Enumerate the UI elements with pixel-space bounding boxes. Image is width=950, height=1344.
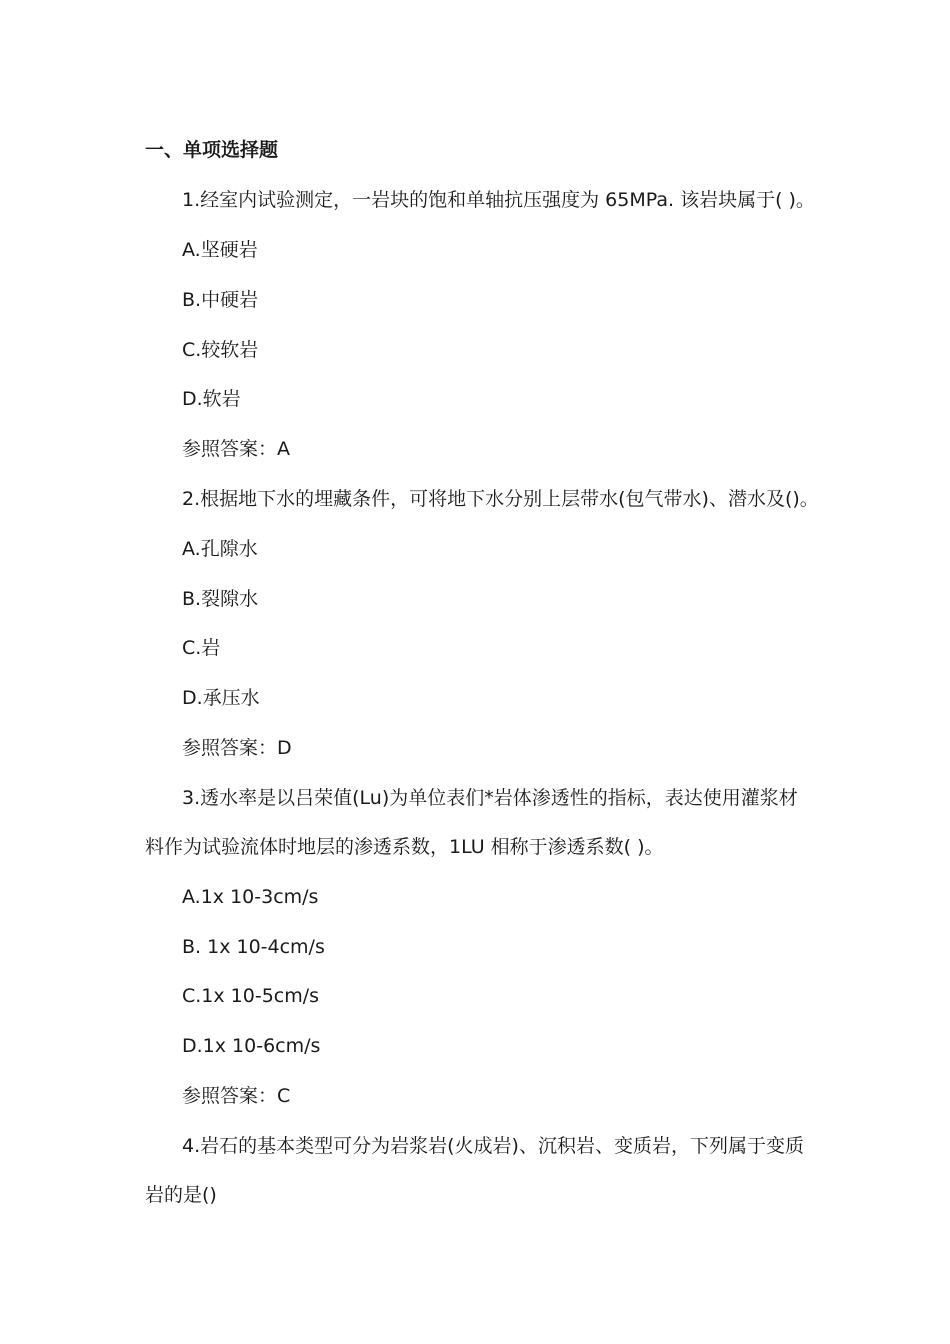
question-1-answer: 参照答案：A	[182, 438, 290, 460]
question-4-stem-line-1: 4.岩石的基本类型可分为岩浆岩(火成岩)、沉积岩、变质岩，下列属于变质	[182, 1135, 804, 1157]
question-1-option-d: D.软岩	[182, 388, 241, 410]
question-1-option-b: B.中硬岩	[182, 289, 259, 311]
question-3-option-c: C.1x 10-5cm/s	[182, 985, 320, 1007]
question-3-option-b: B. 1x 10-4cm/s	[182, 936, 325, 958]
question-1-option-a: A.坚硬岩	[182, 239, 258, 261]
question-2-option-b: B.裂隙水	[182, 588, 259, 610]
question-3-stem-line-2: 料作为试验流体时地层的渗透系数，1LU 相称于渗透系数( )。	[145, 836, 664, 858]
question-2-answer: 参照答案：D	[182, 737, 292, 759]
question-3-stem-line-1: 3.透水率是以吕荣值(Lu)为单位表们*岩体渗透性的指标，表达使用灌浆材	[182, 787, 798, 809]
question-2-option-c: C.岩	[182, 637, 221, 659]
question-2-stem: 2.根据地下水的埋藏条件，可将地下水分别上层带水(包气带水)、潜水及()。	[182, 488, 819, 510]
section-title: 一、单项选择题	[145, 139, 279, 161]
question-3-option-d: D.1x 10-6cm/s	[182, 1035, 321, 1057]
question-2-option-a: A.孔隙水	[182, 538, 258, 560]
question-3-option-a: A.1x 10-3cm/s	[182, 886, 319, 908]
question-2-option-d: D.承压水	[182, 687, 260, 709]
question-3-answer: 参照答案：C	[182, 1085, 291, 1107]
question-1-option-c: C.较软岩	[182, 339, 259, 361]
question-4-stem-line-2: 岩的是()	[145, 1184, 217, 1206]
question-1-stem: 1.经室内试验测定，一岩块的饱和单轴抗压强度为 65MPa. 该岩块属于( )。	[182, 189, 815, 211]
